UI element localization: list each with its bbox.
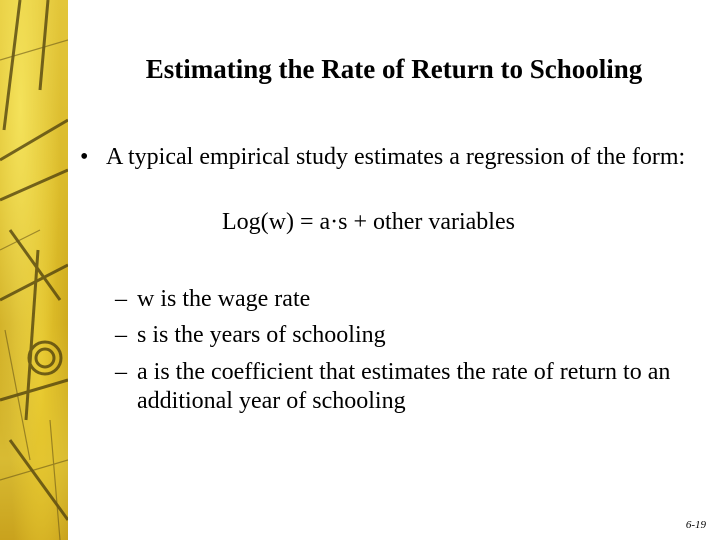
sub-bullet-marker: –	[115, 322, 127, 348]
page-number: 6-19	[685, 519, 706, 531]
sub-bullet-marker: –	[115, 286, 127, 312]
bullet-text: A typical empirical study estimates a regression of the form:	[106, 144, 686, 170]
regression-formula: Log(w) = a·s + other variables	[222, 209, 515, 235]
sub-bullet-text: s is the years of schooling	[137, 322, 386, 348]
decorative-blueprint-strip	[0, 0, 68, 540]
sub-bullet-text: w is the wage rate	[137, 286, 311, 312]
bullet-marker: •	[80, 144, 89, 170]
slide-title: Estimating the Rate of Return to Schooling	[145, 54, 643, 84]
sub-bullet-marker: –	[115, 359, 127, 385]
blueprint-drawing-icon	[0, 0, 68, 540]
sub-bullet-text: a is the coefficient that estimates the rate of return to an additional year of schooling	[137, 359, 671, 414]
